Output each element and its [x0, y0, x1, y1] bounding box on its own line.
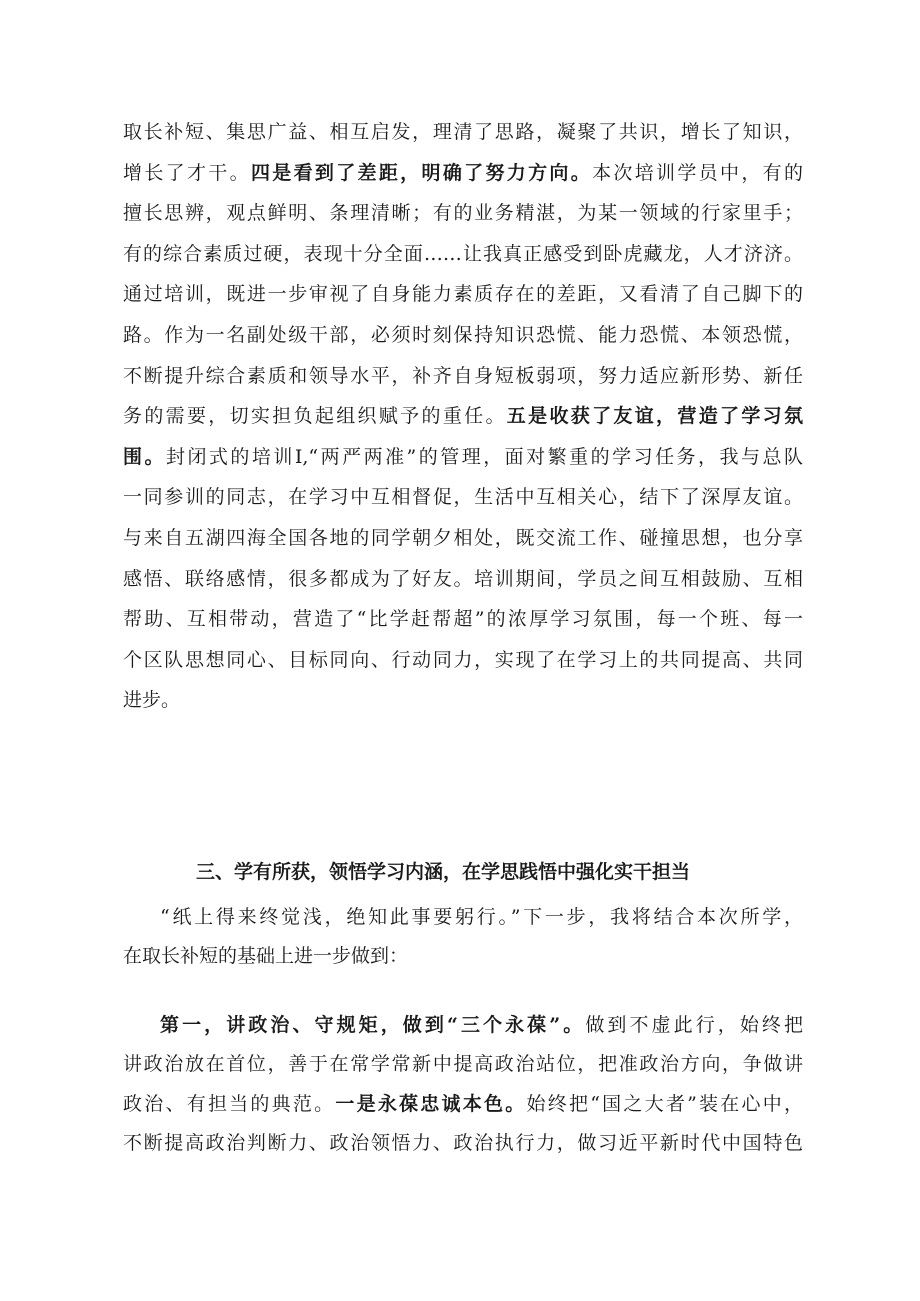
text-line	[123, 1131, 803, 1155]
text-segment: 政治、有担当的典范。	[123, 1093, 336, 1115]
text-segment: 增长了才干。	[123, 161, 251, 184]
section-heading: 三、学有所获，领悟学习内涵，在学思践悟中强化实干担当	[196, 861, 691, 883]
text-line	[123, 485, 803, 509]
text-line	[123, 282, 803, 306]
text-segment: 帮助、互相带动，营造了“比学赶帮超”的浓厚学习氛围，每一个班、每一	[123, 608, 803, 631]
text-segment: 取长补短、集思广益、相互启发，理清了思路，凝聚了共识，增长了知识，	[123, 121, 803, 143]
text-segment: 进步。	[123, 689, 181, 712]
text-segment: 感悟、联络感情，很多都成为了好友。培训期间，学员之间互相鼓励、互相	[123, 567, 803, 590]
bold-text: 五是收获了友谊，营造了学习氛	[506, 405, 803, 428]
text-segment: 有的综合素质过硬，表现十分全面……让我真正感受到卧虎藏龙，人才济济。	[123, 242, 803, 265]
text-line	[123, 161, 803, 185]
text-line	[123, 323, 803, 347]
text-segment: 本次培训学员中，有的	[592, 161, 803, 184]
text-segment: 封闭式的培训I,“两严两准”的管理，面对繁重的学习任务，我与总队	[165, 445, 803, 468]
text-segment: 路。作为一名副处级干部，必须时刻保持知识恐慌、能力恐慌、本领恐慌，	[123, 324, 803, 346]
text-line	[123, 648, 803, 672]
text-line	[123, 1052, 803, 1076]
text-line	[123, 526, 803, 550]
text-segment: 个区队思想同心、目标同向、行动同力，实现了在学习上的共同提高、共同	[123, 648, 803, 671]
bold-text: 第一，讲政治、守规矩，做到“三个永葆”。	[160, 1014, 586, 1036]
text-segment: 擅长思辨，观点鲜明、条理清晰；有的业务精湛，为某一领域的行家里手；	[123, 202, 803, 225]
bold-text: 一是永葆忠诚本色。	[335, 1093, 527, 1115]
text-segment: 做到不虚此行，始终把	[585, 1014, 803, 1036]
text-segment: 不断提升综合素质和领导水平，补齐自身短板弱项，努力适应新形势、新任	[123, 364, 803, 387]
text-line	[160, 1013, 803, 1037]
text-segment: 与来自五湖四海全国各地的同学朝夕相处，既交流工作、碰撞思想，也分享	[123, 527, 803, 549]
text-segment: 在取长补短的基础上进一步做到：	[123, 945, 409, 967]
text-line	[123, 1092, 803, 1116]
bold-text: 四是看到了差距，明确了努力方向。	[250, 161, 593, 184]
bold-text: 围。	[123, 445, 166, 468]
text-segment: 务的需要，切实担负起组织赋予的重任。	[123, 405, 507, 428]
text-line	[123, 242, 803, 266]
text-line	[160, 905, 803, 929]
text-segment: 始终把“国之大者”装在心中，	[526, 1093, 803, 1115]
text-line	[123, 445, 803, 469]
text-segment: 一同参训的同志，在学习中互相督促，生活中互相关心，结下了深厚友谊。	[123, 486, 803, 509]
text-line	[123, 567, 803, 591]
text-segment: 讲政治放在首位，善于在常学常新中提高政治站位，把准政治方向，争做讲	[123, 1053, 803, 1075]
text-line	[123, 688, 803, 712]
text-line	[123, 120, 803, 144]
text-line	[123, 404, 803, 428]
text-segment: “纸上得来终觉浅，绝知此事要躬行。”下一步，我将结合本次所学，	[160, 906, 803, 928]
text-segment: 通过培训，既进一步审视了自身能力素质存在的差距，又看清了自己脚下的	[123, 283, 803, 306]
text-segment: 不断提高政治判断力、政治领悟力、政治执行力，做习近平新时代中国特色	[123, 1132, 803, 1154]
text-line	[123, 201, 803, 225]
text-line	[123, 607, 803, 631]
text-line	[123, 364, 803, 388]
text-line	[123, 944, 803, 968]
